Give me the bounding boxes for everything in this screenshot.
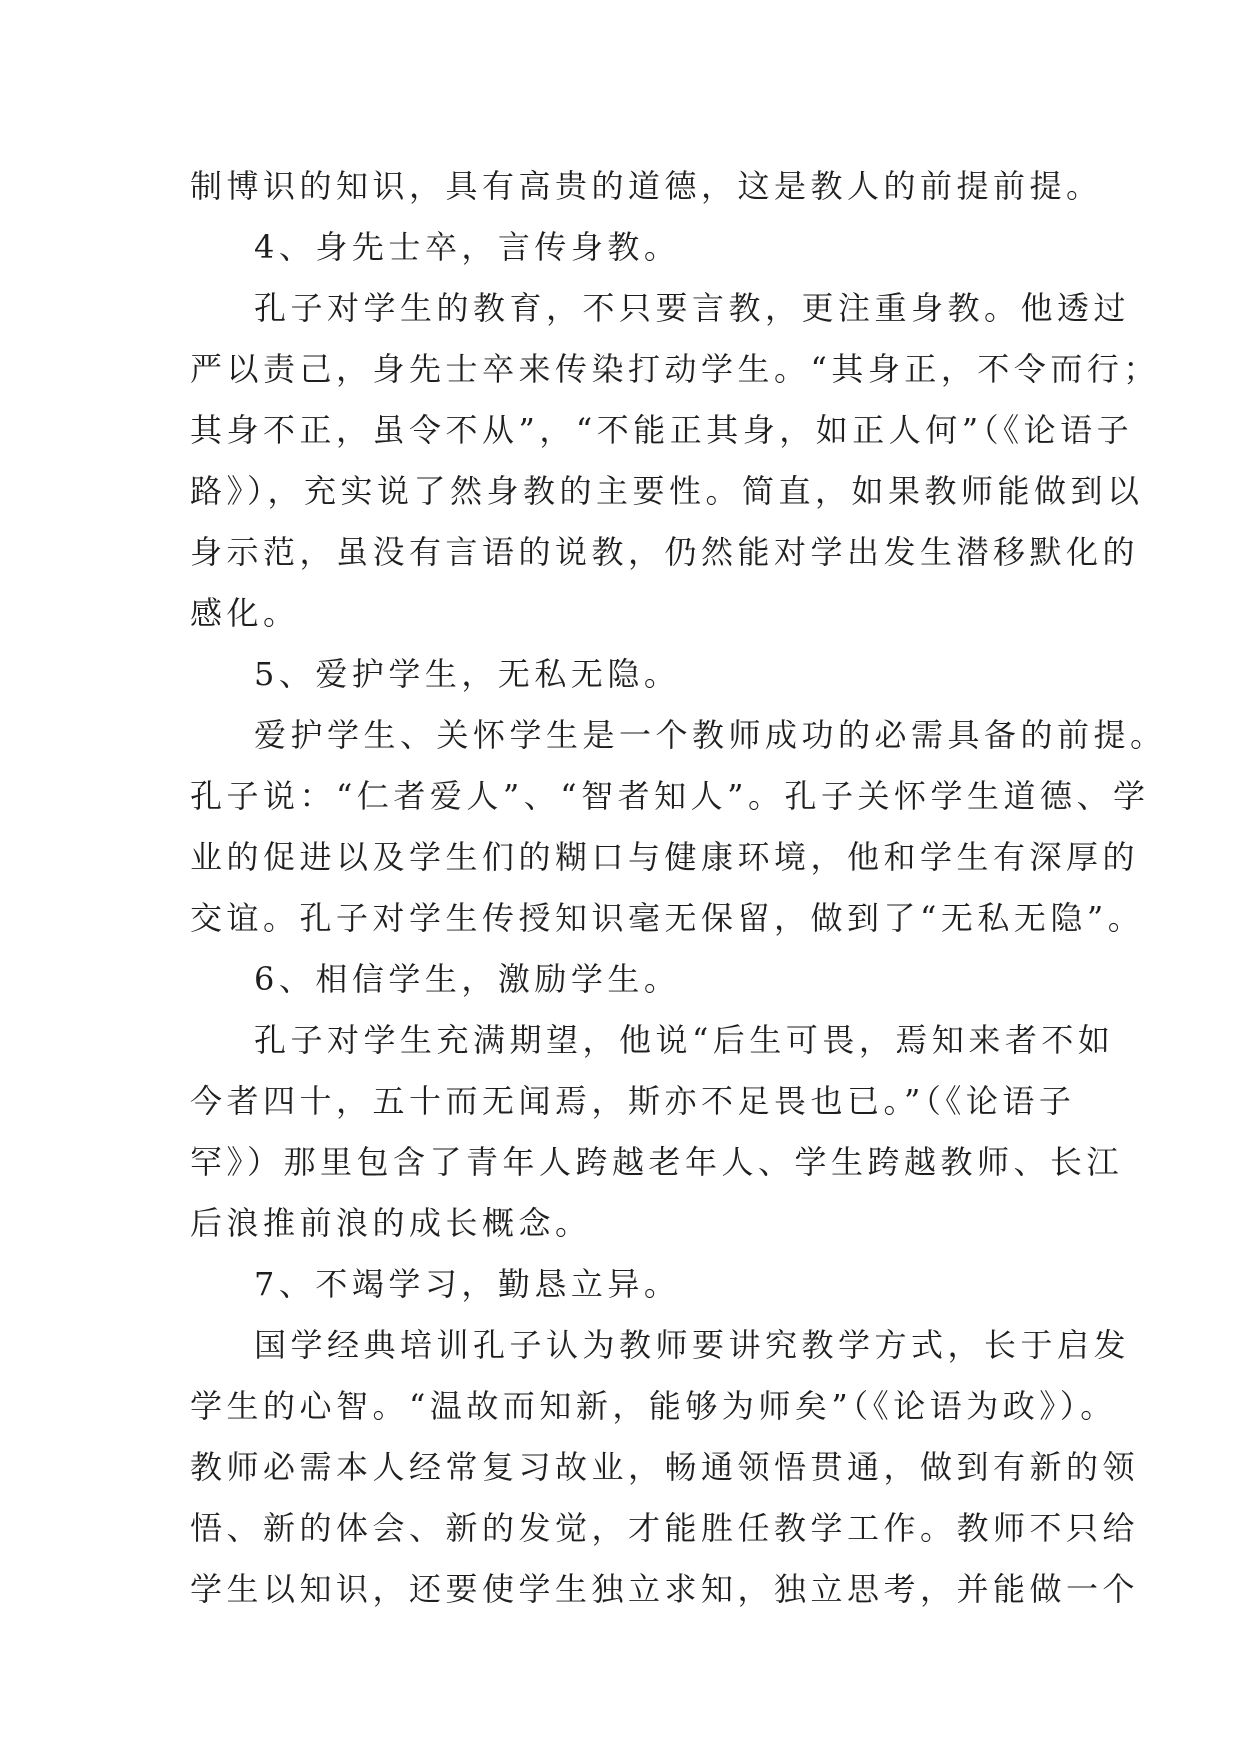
text-line: 孔子说：“仁者爱人”、“智者知人”。孔子关怀学生道德、学 [190,777,1150,815]
text-line: 路》），充实说了然身教的主要性。简直，如果教师能做到以 [190,472,1144,510]
text-line: 后浪推前浪的成长概念。 [190,1204,592,1242]
section-heading-7: 7、不竭学习，勤恳立异。 [254,1265,681,1303]
text-line: 感化。 [190,594,300,632]
text-line: 今者四十，五十而无闻焉，斯亦不足畏也已。”（《论语子 [190,1082,1076,1120]
text-line: 制博识的知识，具有高贵的道德，这是教人的前提前提。 [190,167,1103,205]
section-heading-5: 5、爱护学生，无私无隐。 [254,655,681,693]
text-line: 爱护学生、关怀学生是一个教师成功的必需具备的前提。 [254,716,1167,754]
section-heading-6: 6、相信学生，激励学生。 [254,960,681,998]
text-line: 孔子对学生的教育，不只要言教，更注重身教。他透过 [254,289,1131,327]
text-line: 严以责己，身先士卒来传染打动学生。“其身正，不令而行； [190,350,1160,388]
text-line: 学生以知识，还要使学生独立求知，独立思考，并能做一个 [190,1570,1140,1608]
section-heading-4: 4、身先士卒，言传身教。 [254,228,681,266]
text-line: 孔子对学生充满期望，他说“后生可畏，焉知来者不如 [254,1021,1115,1059]
text-line: 学生的心智。“温故而知新，能够为师矣”（《论语为政》）。 [190,1387,1117,1425]
text-line: 其身不正，虽令不从”，“不能正其身，如正人何”（《论语子 [190,411,1134,449]
text-line: 交谊。孔子对学生传授知识毫无保留，做到了“无私无隐”。 [190,899,1145,937]
body-text [190,156,1167,1620]
text-line: 业的促进以及学生们的糊口与健康环境，他和学生有深厚的 [190,838,1140,876]
text-line: 教师必需本人经常复习故业，畅通领悟贯通，做到有新的领 [190,1448,1140,1486]
text-line: 国学经典培训孔子认为教师要讲究教学方式，长于启发 [254,1326,1131,1364]
text-line: 悟、新的体会、新的发觉，才能胜任教学工作。教师不只给 [190,1509,1140,1547]
text-line: 身示范，虽没有言语的说教，仍然能对学出发生潜移默化的 [190,533,1140,571]
text-line: 罕》）那里包含了青年人跨越老年人、学生跨越教师、长江 [190,1143,1124,1181]
